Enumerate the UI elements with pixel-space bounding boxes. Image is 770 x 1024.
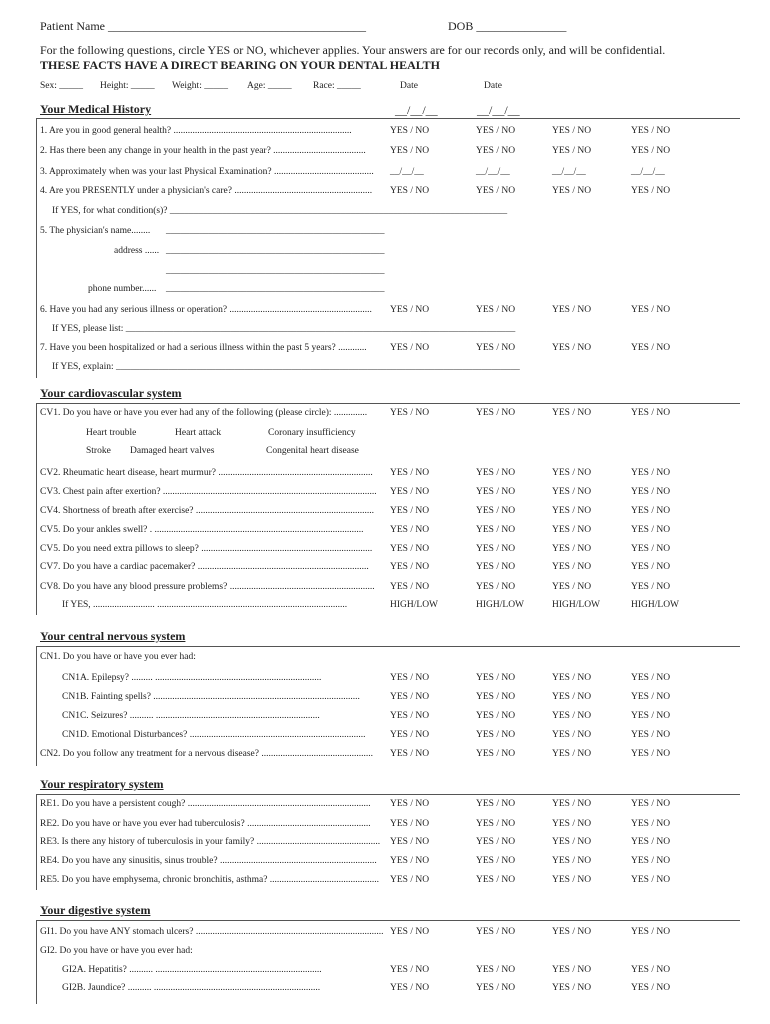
answer-yes-no[interactable]: YES / NO <box>390 506 430 516</box>
divider <box>36 403 740 404</box>
answer-high-low[interactable]: HIGH/LOW <box>552 600 601 610</box>
answer-yes-no[interactable]: YES / NO <box>631 875 671 885</box>
answer-yes-no[interactable]: YES / NO <box>552 487 592 497</box>
answer-yes-no[interactable]: YES / NO <box>476 837 516 847</box>
instructions: For the following questions, circle YES or NO, whichever applies. Your answers are for our records only, and will be confidential. <box>40 43 666 57</box>
answer-yes-no[interactable]: YES / NO <box>476 343 516 353</box>
physician-phone-label: phone number...... <box>88 284 157 294</box>
answer-yes-no[interactable]: YES / NO <box>631 186 671 196</box>
physician-name-label: 5. The physician's name........ <box>40 226 151 236</box>
answer-yes-no[interactable]: YES / NO <box>390 837 430 847</box>
question-re5: RE5. Do you have emphysema, chronic bronchitis, asthma? .............................................. <box>40 875 380 885</box>
height-field[interactable]: Height: _____ <box>100 81 155 91</box>
answer-yes-no[interactable]: YES / NO <box>476 856 516 866</box>
answer-yes-no[interactable]: YES / NO <box>390 856 430 866</box>
answer-yes-no[interactable]: YES / NO <box>631 983 671 993</box>
answer-yes-no[interactable]: YES / NO <box>476 927 516 937</box>
physician-name-field[interactable]: ______________________________________________ <box>166 226 385 236</box>
answer-high-low[interactable]: HIGH/LOW <box>390 600 439 610</box>
answer-yes-no[interactable]: YES / NO <box>552 875 592 885</box>
question-re4: RE4. Do you have any sinusitis, sinus trouble? .................................................................. <box>40 856 377 866</box>
question-re1: RE1. Do you have a persistent cough? ............................................................................. <box>40 799 371 809</box>
question-3: 3. Approximately when was your last Physical Examination? .......................................... <box>40 167 374 177</box>
answer-yes-no[interactable]: YES / NO <box>552 799 592 809</box>
question-7-if-yes[interactable]: If YES, explain: _____________________________________________________________________________________ <box>52 362 520 372</box>
answer-date[interactable]: __/__/__ <box>631 167 665 177</box>
dob-field[interactable]: DOB _______________ <box>448 19 567 33</box>
answer-yes-no[interactable]: YES / NO <box>552 544 592 554</box>
answer-yes-no[interactable]: YES / NO <box>390 468 430 478</box>
answer-yes-no[interactable]: YES / NO <box>631 856 671 866</box>
answer-yes-no[interactable]: YES / NO <box>631 343 671 353</box>
answer-yes-no[interactable]: YES / NO <box>476 305 516 315</box>
answer-yes-no[interactable]: YES / NO <box>552 468 592 478</box>
answer-yes-no[interactable]: YES / NO <box>390 544 430 554</box>
condition-stroke[interactable]: Stroke <box>86 446 111 456</box>
physician-address-field-2[interactable]: ______________________________________________ <box>166 266 385 276</box>
answer-yes-no[interactable]: YES / NO <box>476 819 516 829</box>
answer-yes-no[interactable]: YES / NO <box>476 506 516 516</box>
condition-heart-attack[interactable]: Heart attack <box>175 428 222 438</box>
answer-yes-no[interactable]: YES / NO <box>631 837 671 847</box>
question-gi2a: GI2A. Hepatitis? .......... ...................................................................... <box>62 965 322 975</box>
divider <box>36 118 740 119</box>
question-6-if-yes[interactable]: If YES, please list: __________________________________________________________________________________ <box>52 324 516 334</box>
section-digestive: Your digestive system <box>40 903 151 917</box>
answer-high-low[interactable]: HIGH/LOW <box>631 600 680 610</box>
answer-yes-no[interactable]: YES / NO <box>631 305 671 315</box>
question-cv5-ankles: CV5. Do your ankles swell? . ........................................................................................ <box>40 525 364 535</box>
question-cv5-pillows: CV5. Do you need extra pillows to sleep? ........................................................................ <box>40 544 373 554</box>
age-field[interactable]: Age: _____ <box>247 81 292 91</box>
answer-yes-no[interactable]: YES / NO <box>631 692 671 702</box>
physician-address-label: address ...... <box>114 246 160 256</box>
section-border <box>36 118 37 378</box>
question-gi2: GI2. Do you have or have you ever had: <box>40 946 193 956</box>
date-label-2: Date <box>484 81 502 91</box>
answer-yes-no[interactable]: YES / NO <box>390 965 430 975</box>
answer-date[interactable]: __/__/__ <box>552 167 586 177</box>
answer-yes-no[interactable]: YES / NO <box>552 562 592 572</box>
answer-yes-no[interactable]: YES / NO <box>552 186 592 196</box>
answer-yes-no[interactable]: YES / NO <box>631 468 671 478</box>
facts-heading: THESE FACTS HAVE A DIRECT BEARING ON YOUR DENTAL HEALTH <box>40 58 440 72</box>
answer-yes-no[interactable]: YES / NO <box>476 126 516 136</box>
answer-yes-no[interactable]: YES / NO <box>476 544 516 554</box>
question-cn2: CN2. Do you follow any treatment for a nervous disease? ............................................... <box>40 749 373 759</box>
answer-high-low[interactable]: HIGH/LOW <box>476 600 525 610</box>
answer-yes-no[interactable]: YES / NO <box>390 749 430 759</box>
answer-yes-no[interactable]: YES / NO <box>390 146 430 156</box>
condition-heart-trouble[interactable]: Heart trouble <box>86 428 137 438</box>
answer-yes-no[interactable]: YES / NO <box>631 730 671 740</box>
section-cardiovascular: Your cardiovascular system <box>40 386 182 400</box>
answer-yes-no[interactable]: YES / NO <box>552 730 592 740</box>
answer-yes-no[interactable]: YES / NO <box>631 562 671 572</box>
answer-yes-no[interactable]: YES / NO <box>631 506 671 516</box>
answer-yes-no[interactable]: YES / NO <box>390 983 430 993</box>
question-cv8-if-yes: If YES, .......................... ................................................................................ <box>62 600 348 610</box>
answer-yes-no[interactable]: YES / NO <box>390 343 430 353</box>
question-re3: RE3. Is there any history of tuberculosis in your family? .................................................... <box>40 837 381 847</box>
answer-yes-no[interactable]: YES / NO <box>390 799 430 809</box>
question-cv2: CV2. Rheumatic heart disease, heart murmur? ................................................................. <box>40 468 373 478</box>
answer-yes-no[interactable]: YES / NO <box>390 875 430 885</box>
answer-yes-no[interactable]: YES / NO <box>390 582 430 592</box>
condition-coronary[interactable]: Coronary insufficiency <box>268 428 356 438</box>
question-cv1: CV1. Do you have or have you ever had any of the following (please circle): .............. <box>40 408 368 418</box>
date-label-1: Date <box>400 81 418 91</box>
date-blank-2[interactable]: __/__/__ <box>477 103 520 117</box>
question-cn1d: CN1D. Emotional Disturbances? .......................................................................... <box>62 730 366 740</box>
answer-yes-no[interactable]: YES / NO <box>631 799 671 809</box>
race-field[interactable]: Race: _____ <box>313 81 361 91</box>
answer-yes-no[interactable]: YES / NO <box>476 875 516 885</box>
section-border <box>36 403 37 615</box>
answer-yes-no[interactable]: YES / NO <box>631 819 671 829</box>
answer-yes-no[interactable]: YES / NO <box>631 965 671 975</box>
answer-yes-no[interactable]: YES / NO <box>552 692 592 702</box>
answer-yes-no[interactable]: YES / NO <box>631 544 671 554</box>
divider <box>36 646 740 647</box>
answer-yes-no[interactable]: YES / NO <box>552 983 592 993</box>
answer-yes-no[interactable]: YES / NO <box>476 562 516 572</box>
answer-yes-no[interactable]: YES / NO <box>631 749 671 759</box>
answer-yes-no[interactable]: YES / NO <box>631 582 671 592</box>
section-respiratory: Your respiratory system <box>40 777 164 791</box>
question-cv3: CV3. Chest pain after exertion? .......................................................................................... <box>40 487 377 497</box>
answer-yes-no[interactable]: YES / NO <box>390 305 430 315</box>
answer-yes-no[interactable]: YES / NO <box>476 468 516 478</box>
answer-yes-no[interactable]: YES / NO <box>552 126 592 136</box>
answer-yes-no[interactable]: YES / NO <box>552 927 592 937</box>
answer-yes-no[interactable]: YES / NO <box>631 673 671 683</box>
answer-yes-no[interactable]: YES / NO <box>390 927 430 937</box>
answer-yes-no[interactable]: YES / NO <box>476 408 516 418</box>
answer-yes-no[interactable]: YES / NO <box>390 186 430 196</box>
answer-yes-no[interactable]: YES / NO <box>631 146 671 156</box>
answer-yes-no[interactable]: YES / NO <box>476 146 516 156</box>
question-cn1: CN1. Do you have or have you ever had: <box>40 652 196 662</box>
question-cn1a: CN1A. Epilepsy? ......... ...................................................................... <box>62 673 322 683</box>
answer-date[interactable]: __/__/__ <box>390 167 424 177</box>
answer-yes-no[interactable]: YES / NO <box>552 146 592 156</box>
section-border <box>36 920 37 1004</box>
sex-field[interactable]: Sex: _____ <box>40 81 84 91</box>
question-cn1c: CN1C. Seizures? .......... ..................................................................... <box>62 711 320 721</box>
answer-yes-no[interactable]: YES / NO <box>476 965 516 975</box>
answer-yes-no[interactable]: YES / NO <box>476 749 516 759</box>
answer-yes-no[interactable]: YES / NO <box>552 408 592 418</box>
answer-yes-no[interactable]: YES / NO <box>552 819 592 829</box>
answer-yes-no[interactable]: YES / NO <box>476 730 516 740</box>
answer-date[interactable]: __/__/__ <box>476 167 510 177</box>
divider <box>36 794 740 795</box>
answer-yes-no[interactable]: YES / NO <box>476 711 516 721</box>
answer-yes-no[interactable]: YES / NO <box>552 837 592 847</box>
question-cn1b: CN1B. Fainting spells? ....................................................................................... <box>62 692 360 702</box>
answer-yes-no[interactable]: YES / NO <box>476 983 516 993</box>
answer-yes-no[interactable]: YES / NO <box>390 730 430 740</box>
question-cv7: CV7. Do you have a cardiac pacemaker? ........................................................................ <box>40 562 369 572</box>
answer-yes-no[interactable]: YES / NO <box>552 343 592 353</box>
condition-congenital[interactable]: Congenital heart disease <box>266 446 359 456</box>
condition-heart-valves[interactable]: Damaged heart valves <box>130 446 215 456</box>
answer-yes-no[interactable]: YES / NO <box>552 749 592 759</box>
section-medical-history: Your Medical History <box>40 102 152 116</box>
question-re2: RE2. Do you have or have you ever had tuberculosis? .................................................... <box>40 819 371 829</box>
question-cv8: CV8. Do you have any blood pressure problems? ............................................................. <box>40 582 375 592</box>
answer-yes-no[interactable]: YES / NO <box>390 819 430 829</box>
answer-yes-no[interactable]: YES / NO <box>631 487 671 497</box>
physician-address-field[interactable]: ______________________________________________ <box>166 246 385 256</box>
question-1: 1. Are you in good general health? ........................................................................... <box>40 126 352 136</box>
question-cv4: CV4. Shortness of breath after exercise? ........................................................................... <box>40 506 375 516</box>
date-blank-1[interactable]: __/__/__ <box>395 103 438 117</box>
answer-yes-no[interactable]: YES / NO <box>476 186 516 196</box>
answer-yes-no[interactable]: YES / NO <box>552 305 592 315</box>
answer-yes-no[interactable]: YES / NO <box>390 692 430 702</box>
answer-yes-no[interactable]: YES / NO <box>390 711 430 721</box>
answer-yes-no[interactable]: YES / NO <box>390 673 430 683</box>
divider <box>36 920 740 921</box>
section-border <box>36 646 37 766</box>
answer-yes-no[interactable]: YES / NO <box>631 408 671 418</box>
answer-yes-no[interactable]: YES / NO <box>552 965 592 975</box>
answer-yes-no[interactable]: YES / NO <box>390 525 430 535</box>
answer-yes-no[interactable]: YES / NO <box>631 525 671 535</box>
question-gi2b: GI2B. Jaundice? .......... ...................................................................... <box>62 983 321 993</box>
answer-yes-no[interactable]: YES / NO <box>476 692 516 702</box>
answer-yes-no[interactable]: YES / NO <box>631 711 671 721</box>
answer-yes-no[interactable]: YES / NO <box>476 487 516 497</box>
answer-yes-no[interactable]: YES / NO <box>476 799 516 809</box>
answer-yes-no[interactable]: YES / NO <box>476 525 516 535</box>
answer-yes-no[interactable]: YES / NO <box>631 126 671 136</box>
question-4-if-yes[interactable]: If YES, for what condition(s)? _______________________________________________________________________ <box>52 206 508 216</box>
answer-yes-no[interactable]: YES / NO <box>552 506 592 516</box>
question-6: 6. Have you had any serious illness or operation? ............................................................ <box>40 305 372 315</box>
answer-yes-no[interactable]: YES / NO <box>476 582 516 592</box>
patient-name-field[interactable]: Patient Name ___________________________________________ <box>40 19 366 33</box>
answer-yes-no[interactable]: YES / NO <box>631 927 671 937</box>
answer-yes-no[interactable]: YES / NO <box>390 487 430 497</box>
answer-yes-no[interactable]: YES / NO <box>390 408 430 418</box>
answer-yes-no[interactable]: YES / NO <box>552 856 592 866</box>
section-central-nervous: Your central nervous system <box>40 629 186 643</box>
answer-yes-no[interactable]: YES / NO <box>552 525 592 535</box>
answer-yes-no[interactable]: YES / NO <box>552 673 592 683</box>
section-border <box>36 794 37 890</box>
physician-phone-field[interactable]: ______________________________________________ <box>166 284 385 294</box>
answer-yes-no[interactable]: YES / NO <box>390 562 430 572</box>
answer-yes-no[interactable]: YES / NO <box>552 711 592 721</box>
question-2: 2. Has there been any change in your health in the past year? ....................................... <box>40 146 366 156</box>
question-gi1: GI1. Do you have ANY stomach ulcers? ............................................................................... <box>40 927 384 937</box>
answer-yes-no[interactable]: YES / NO <box>552 582 592 592</box>
weight-field[interactable]: Weight: _____ <box>172 81 228 91</box>
question-7: 7. Have you been hospitalized or had a serious illness within the past 5 years? ............ <box>40 343 367 353</box>
answer-yes-no[interactable]: YES / NO <box>476 673 516 683</box>
answer-yes-no[interactable]: YES / NO <box>390 126 430 136</box>
question-4: 4. Are you PRESENTLY under a physician's care? .......................................................... <box>40 186 373 196</box>
